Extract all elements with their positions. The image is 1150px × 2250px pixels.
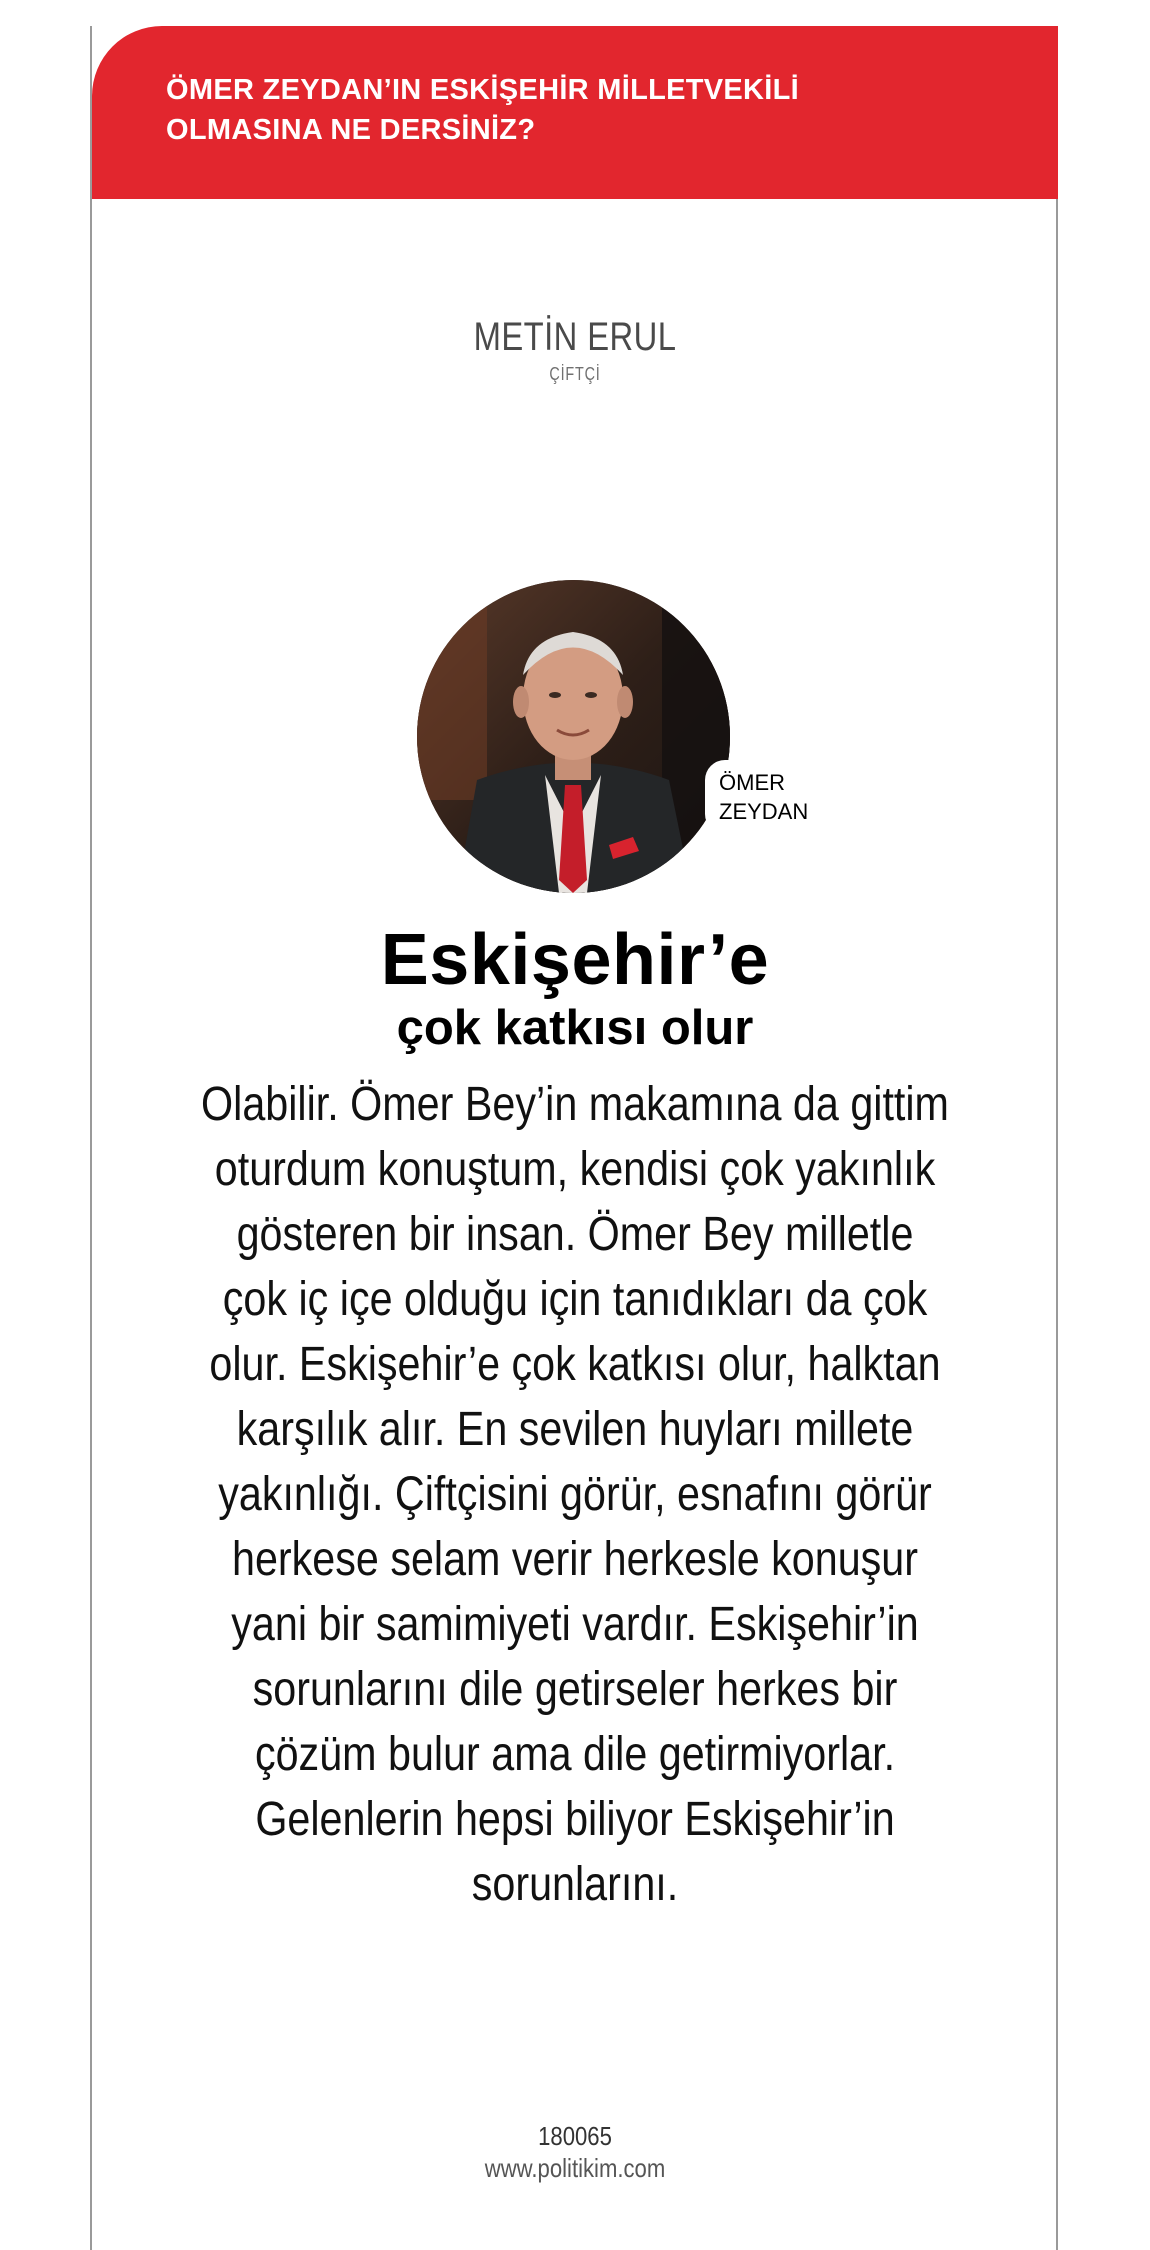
- footer-url[interactable]: www.politikim.com: [484, 2153, 666, 2183]
- article-body: [140, 1072, 1010, 1917]
- article-paragraph: Olabilir. Ömer Bey’in makamına da gittim oturdum konuştum, kendisi çok yakınlık gösteren bir insan. Ömer Bey milletle çok iç içe olduğu için tanıdıkları da çok olur. Eskişehir’e çok katkısı olur, halktan karşılık alır. En sevilen huyları millete yakınlığı. Çiftçisini görür, esnafını görür herkese selam verir herkesle konuşur yani bir samimiyeti vardır. Eskişehir’in sorunlarını dile getirseler herkes bir çözüm bulur ama dile getirmiyorlar. Gelenlerin hepsi biliyor Eskişehir’in sorunlarını.: [201, 1078, 949, 1911]
- headline-sub: çok katkısı olur: [396, 1001, 754, 1055]
- portrait-caption-line-1: ÖMER: [719, 770, 785, 795]
- banner-line-1: ÖMER ZEYDAN’IN ESKİŞEHİR MİLLETVEKİLİ: [166, 74, 800, 106]
- portrait-illustration: [417, 580, 730, 893]
- question-banner: [92, 26, 1058, 199]
- footer: [0, 2120, 1150, 2184]
- author-title: ÇİFTÇİ: [549, 364, 601, 384]
- headline: [0, 918, 1150, 1056]
- footer-code: 180065: [538, 2121, 612, 2151]
- author-byline: [0, 313, 1150, 385]
- portrait-caption-line-2: ZEYDAN: [719, 799, 809, 824]
- banner-line-2: OLMASINA NE DERSİNİZ?: [166, 114, 536, 146]
- author-name: METİN ERUL: [473, 315, 677, 359]
- headline-main: Eskişehir’e: [380, 920, 770, 1000]
- portrait-photo: [417, 580, 730, 893]
- portrait-caption: [705, 760, 839, 834]
